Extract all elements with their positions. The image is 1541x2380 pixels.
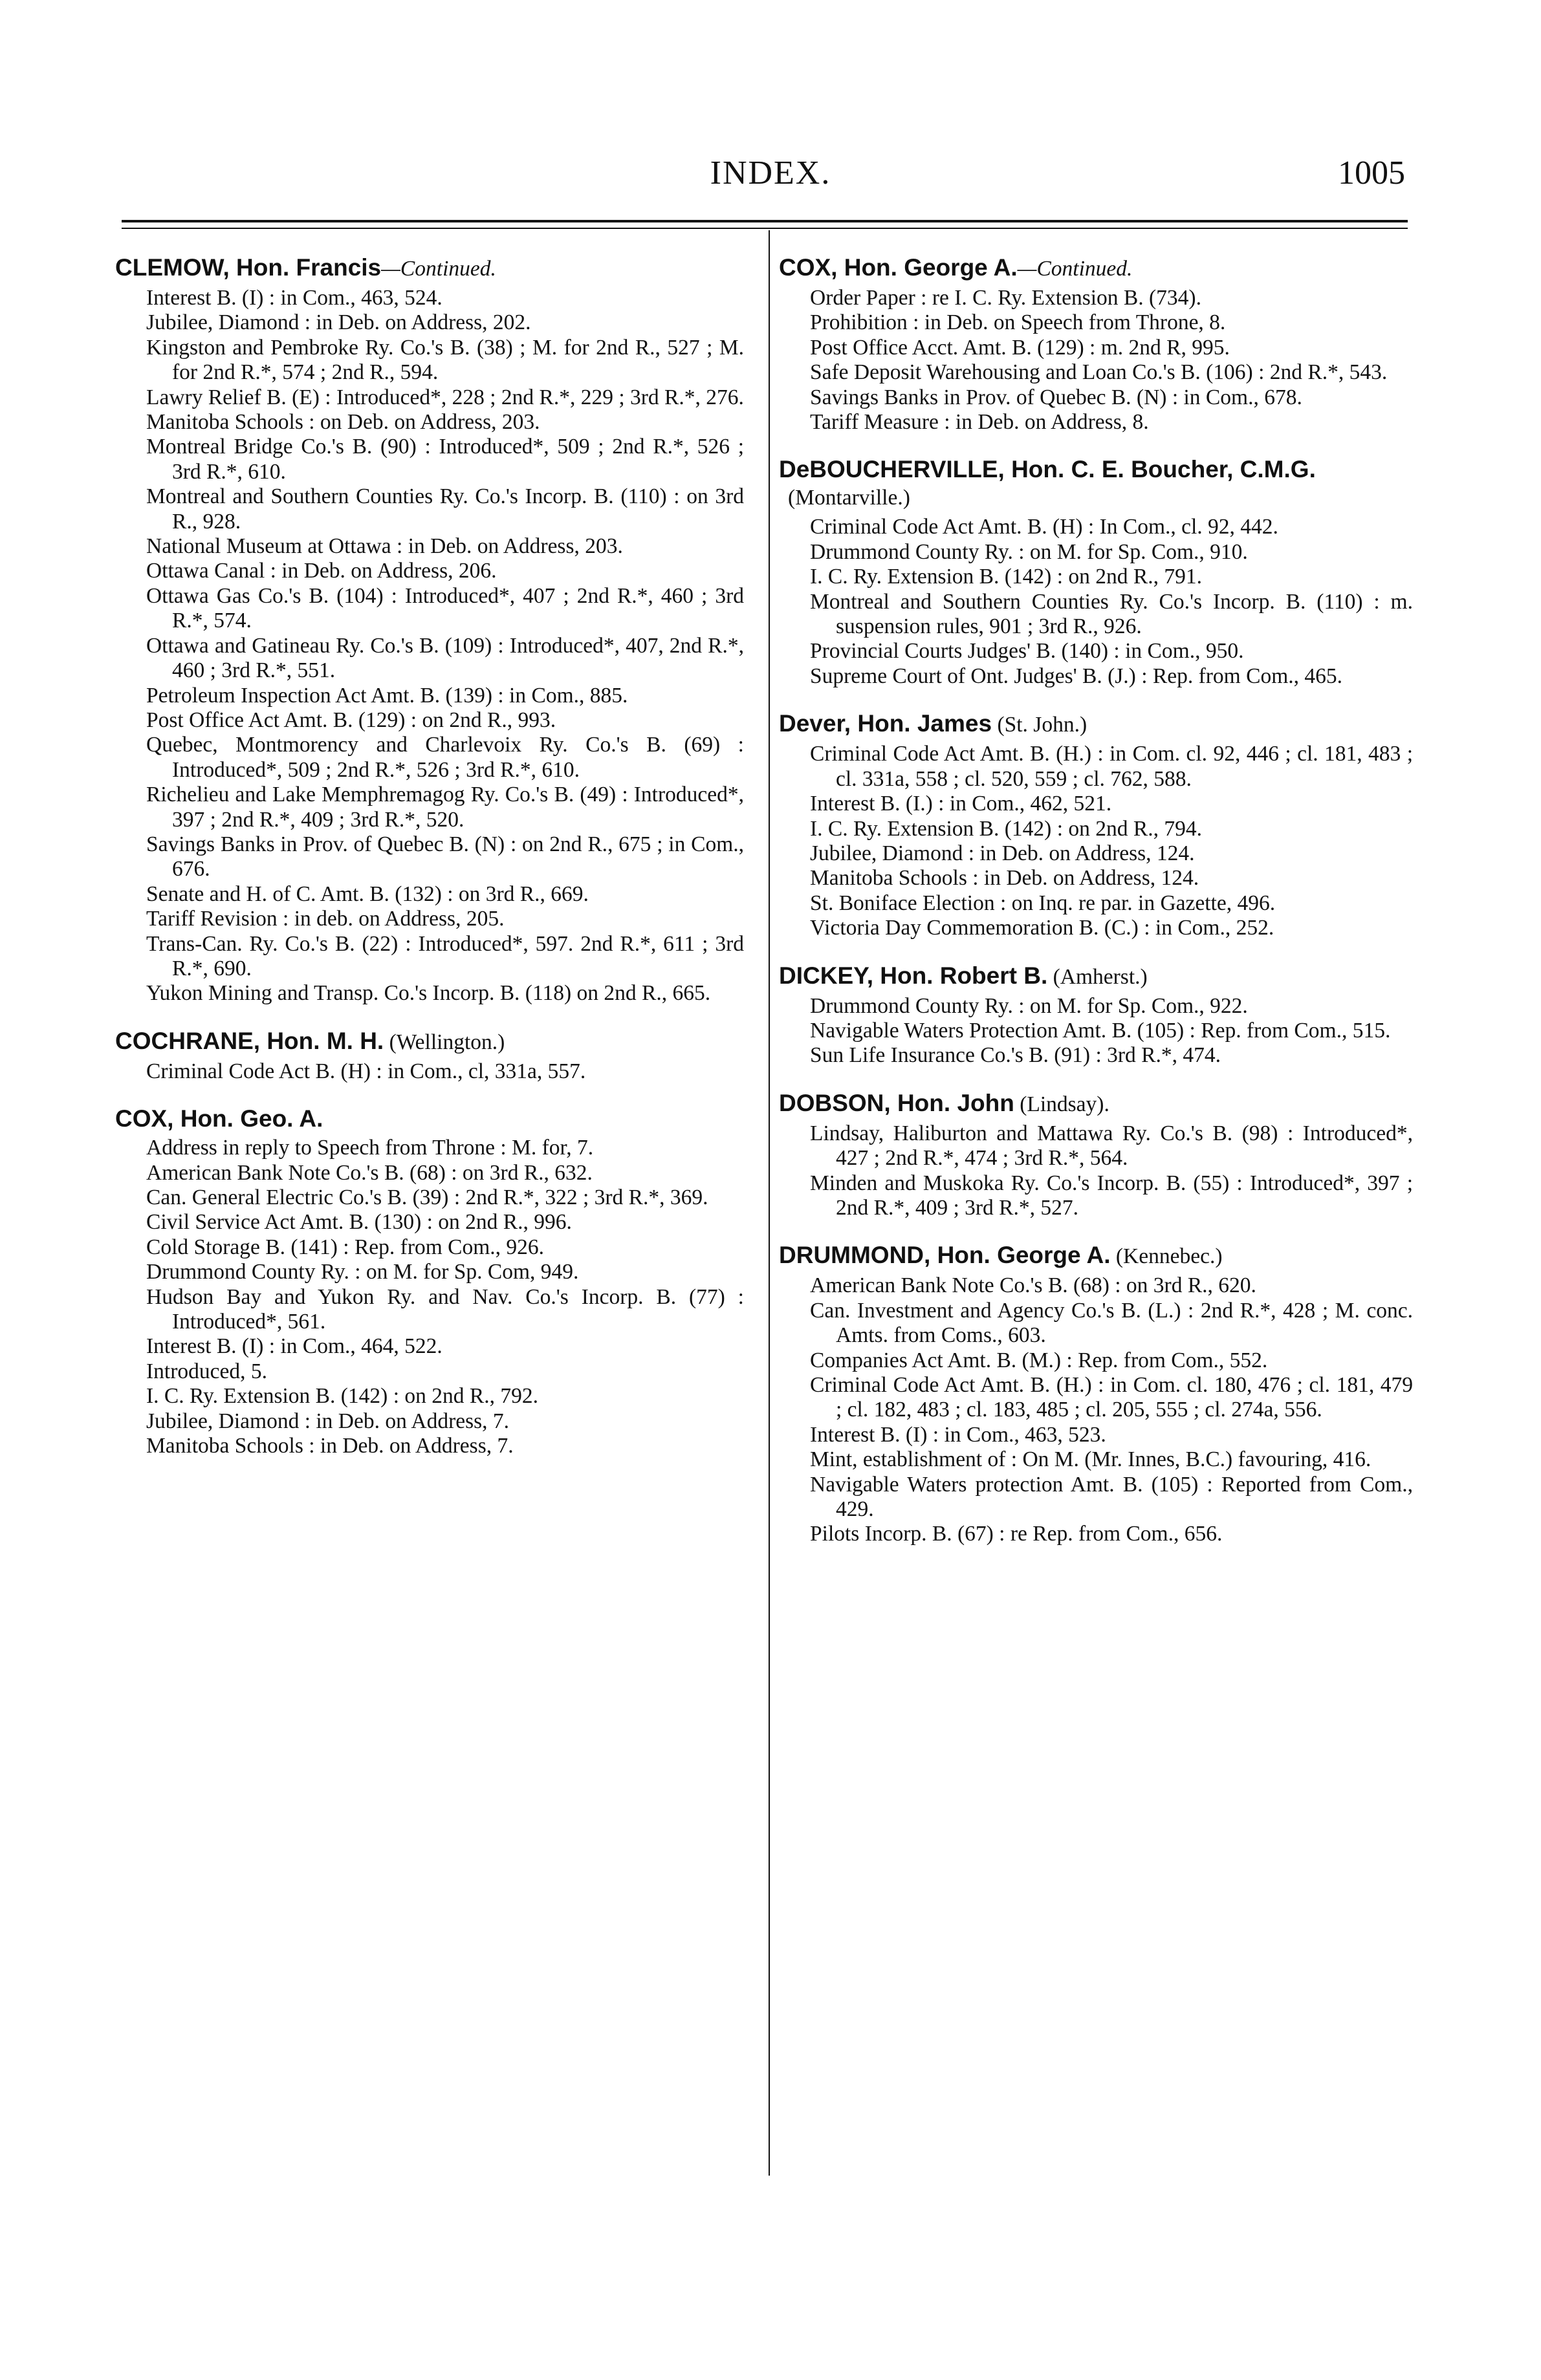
index-entry: St. Boniface Election : on Inq. re par. in Gazette, 496. (810, 891, 1276, 915)
index-entry: Companies Act Amt. B. (M.) : Rep. from Com., 552. (810, 1348, 1268, 1372)
section-heading (115, 255, 744, 282)
index-section (779, 963, 1413, 1068)
index-entry: Ottawa Gas Co.'s B. (104) : Introduced*, 407 ; 2nd R.*, 460 ; 3rd R.*, 574. (146, 583, 744, 633)
heading-note: (St. John.) (992, 713, 1087, 737)
index-entry: Montreal Bridge Co.'s B. (90) : Introduced*, 509 ; 2nd R.*, 526 ; 3rd R.*, 610. (146, 435, 744, 484)
heading-note: —Continued. (381, 257, 496, 281)
index-entry: Post Office Act Amt. B. (129) : on 2nd R., 993. (146, 708, 556, 732)
section-heading (779, 457, 1413, 511)
index-entry: Navigable Waters protection Amt. B. (105) : Reported from Com., 429. (810, 1472, 1413, 1522)
index-entry: Drummond County Ry. : on M. for Sp. Com., 910. (810, 539, 1248, 564)
index-entry: Interest B. (I) : in Com., 464, 522. (146, 1334, 443, 1359)
header-rule-thick (122, 220, 1408, 222)
index-entry: Trans-Can. Ry. Co.'s B. (22) : Introduced*, 597. 2nd R.*, 611 ; 3rd R.*, 690. (146, 931, 744, 980)
index-entry: Victoria Day Commemoration B. (C.) : in Com., 252. (810, 916, 1274, 940)
index-entry: Drummond County Ry. : on M. for Sp. Com, 949. (146, 1260, 579, 1284)
index-entry: Criminal Code Act Amt. B. (H.) : in Com. cl. 92, 446 ; cl. 181, 483 ; cl. 331a, 558 ; cl. 520, 559 ; cl. 762, 588. (810, 742, 1413, 791)
index-entry: I. C. Ry. Extension B. (142) : on 2nd R., 792. (146, 1384, 538, 1409)
index-entry: Richelieu and Lake Memphremagog Ry. Co.'s B. (49) : Introduced*, 397 ; 2nd R.*, 409 ; 3rd R.*, 520. (146, 783, 744, 832)
index-entry: Safe Deposit Warehousing and Loan Co.'s B. (106) : 2nd R.*, 543. (810, 360, 1388, 385)
index-entry: Pilots Incorp. B. (67) : re Rep. from Com., 656. (810, 1522, 1223, 1546)
index-entry: Savings Banks in Prov. of Quebec B. (N) : on 2nd R., 675 ; in Com., 676. (146, 832, 744, 882)
index-entry: Ottawa and Gatineau Ry. Co.'s B. (109) : Introduced*, 407, 2nd R.*, 460 ; 3rd R.*, 551. (146, 633, 744, 683)
index-entry: Manitoba Schools : on Deb. on Address, 203. (146, 410, 540, 435)
index-entry: Can. General Electric Co.'s B. (39) : 2nd R.*, 322 ; 3rd R.*, 369. (146, 1185, 708, 1209)
running-title: INDEX. (710, 155, 831, 191)
index-entry: Tariff Revision : in deb. on Address, 205. (146, 907, 505, 931)
index-entry: Address in reply to Speech from Throne : M. for, 7. (146, 1136, 594, 1160)
section-heading (779, 711, 1413, 738)
left-column (115, 255, 744, 1458)
section-heading (115, 1028, 744, 1055)
section-heading (779, 1090, 1413, 1118)
index-section (779, 457, 1413, 689)
index-entry: Hudson Bay and Yukon Ry. and Nav. Co.'s Incorp. B. (77) : Introduced*, 561. (146, 1284, 744, 1334)
page-number: 1005 (1338, 155, 1405, 191)
heading-note: (Amherst.) (1047, 964, 1148, 989)
index-section (115, 1028, 744, 1084)
heading-note: (Montarville.) (788, 486, 910, 510)
index-entry: Minden and Muskoka Ry. Co.'s Incorp. B. (55) : Introduced*, 397 ; 2nd R.*, 409 ; 3rd R.*, 527. (810, 1171, 1413, 1220)
index-section (779, 1242, 1413, 1546)
heading-name: DICKEY, Hon. Robert B. (779, 962, 1048, 989)
index-entry: Savings Banks in Prov. of Quebec B. (N) : in Com., 678. (810, 385, 1302, 409)
heading-name: DRUMMOND, Hon. George A. (779, 1242, 1111, 1269)
index-entry: Criminal Code Act Amt. B. (H) : In Com., cl. 92, 442. (810, 515, 1278, 539)
index-entry: Interest B. (I) : in Com., 463, 523. (810, 1422, 1106, 1447)
index-entry: Mint, establishment of : On M. (Mr. Innes, B.C.) favouring, 416. (810, 1447, 1372, 1472)
index-entry: Jubilee, Diamond : in Deb. on Address, 7. (146, 1409, 510, 1433)
index-entry: Order Paper : re I. C. Ry. Extension B. (734). (810, 286, 1201, 310)
index-entry: Prohibition : in Deb. on Speech from Throne, 8. (810, 310, 1226, 335)
index-entry: Jubilee, Diamond : in Deb. on Address, 124. (810, 841, 1195, 865)
index-entry: Drummond County Ry. : on M. for Sp. Com., 922. (810, 993, 1248, 1018)
index-entry: Interest B. (I.) : in Com., 462, 521. (810, 792, 1112, 816)
index-entry: Tariff Measure : in Deb. on Address, 8. (810, 410, 1149, 435)
index-entry: I. C. Ry. Extension B. (142) : on 2nd R., 794. (810, 816, 1202, 841)
section-heading (779, 963, 1413, 990)
index-entry: Manitoba Schools : in Deb. on Address, 7. (146, 1434, 514, 1458)
index-entry: Criminal Code Act Amt. B. (H.) : in Com. cl. 180, 476 ; cl. 181, 479 ; cl. 182, 483 ; cl. 183, 485 ; cl. 205, 555 ; cl. 274a, 556. (810, 1373, 1413, 1422)
index-entry: American Bank Note Co.'s B. (68) : on 3rd R., 620. (810, 1273, 1256, 1298)
heading-name: COCHRANE, Hon. M. H. (115, 1027, 384, 1054)
index-entry: National Museum at Ottawa : in Deb. on Address, 203. (146, 534, 623, 559)
right-column (779, 255, 1413, 1547)
index-entry: Senate and H. of C. Amt. B. (132) : on 3rd R., 669. (146, 882, 589, 906)
index-entry: Yukon Mining and Transp. Co.'s Incorp. B. (118) on 2nd R., 665. (146, 981, 711, 1006)
heading-note: (Lindsay). (1014, 1092, 1109, 1116)
index-entry: Sun Life Insurance Co.'s B. (91) : 3rd R.*, 474. (810, 1043, 1221, 1068)
index-entry: Jubilee, Diamond : in Deb. on Address, 202. (146, 310, 531, 335)
section-heading (115, 1106, 744, 1132)
index-section (779, 255, 1413, 435)
index-entry: Civil Service Act Amt. B. (130) : on 2nd R., 996. (146, 1210, 572, 1235)
index-entry: Ottawa Canal : in Deb. on Address, 206. (146, 559, 497, 583)
index-entry: Interest B. (I) : in Com., 463, 524. (146, 286, 443, 310)
column-divider (769, 230, 770, 2176)
index-entry: Manitoba Schools : in Deb. on Address, 124. (810, 866, 1199, 891)
section-heading (779, 255, 1413, 282)
index-entry: Montreal and Southern Counties Ry. Co.'s Incorp. B. (110) : on 3rd R., 928. (146, 484, 744, 534)
heading-name: Dever, Hon. James (779, 710, 992, 737)
index-entry: Petroleum Inspection Act Amt. B. (139) : in Com., 885. (146, 683, 628, 708)
index-entry: Provincial Courts Judges' B. (140) : in Com., 950. (810, 639, 1244, 664)
index-entry: Introduced, 5. (146, 1359, 267, 1383)
index-section (115, 1106, 744, 1458)
section-heading (779, 1242, 1413, 1270)
index-section (779, 1090, 1413, 1221)
index-entry: Cold Storage B. (141) : Rep. from Com., 926. (146, 1235, 545, 1259)
heading-name: DeBOUCHERVILLE, Hon. C. E. Boucher, C.M.G. (779, 456, 1316, 483)
index-entry: Navigable Waters Protection Amt. B. (105) : Rep. from Com., 515. (810, 1018, 1391, 1043)
index-section (115, 255, 744, 1006)
index-entry: I. C. Ry. Extension B. (142) : on 2nd R., 791. (810, 565, 1202, 589)
index-entry: Criminal Code Act B. (H) : in Com., cl, 331a, 557. (146, 1059, 586, 1083)
heading-note: (Wellington.) (384, 1030, 505, 1054)
index-section (779, 711, 1413, 940)
heading-note: (Kennebec.) (1110, 1244, 1223, 1269)
index-entry: Kingston and Pembroke Ry. Co.'s B. (38) ; M. for 2nd R., 527 ; M. for 2nd R.*, 574 ; 2nd R., 594. (146, 335, 744, 385)
heading-note: —Continued. (1017, 257, 1133, 281)
index-entry: Quebec, Montmorency and Charlevoix Ry. Co.'s B. (69) : Introduced*, 509 ; 2nd R.*, 526 ; 3rd R.*, 610. (146, 733, 744, 782)
heading-name: DOBSON, Hon. John (779, 1089, 1014, 1116)
index-entry: Lindsay, Haliburton and Mattawa Ry. Co.'s B. (98) : Introduced*, 427 ; 2nd R.*, 474 ; 3rd R.*, 564. (810, 1121, 1413, 1171)
index-entry: Lawry Relief B. (E) : Introduced*, 228 ; 2nd R.*, 229 ; 3rd R.*, 276. (146, 385, 744, 409)
heading-name: CLEMOW, Hon. Francis (115, 254, 382, 281)
index-entry: Post Office Acct. Amt. B. (129) : m. 2nd R, 995. (810, 335, 1230, 360)
heading-name: COX, Hon. Geo. A. (115, 1105, 323, 1132)
index-entry: Supreme Court of Ont. Judges' B. (J.) : Rep. from Com., 465. (810, 664, 1343, 688)
index-entry: Can. Investment and Agency Co.'s B. (L.) : 2nd R.*, 428 ; M. conc. Amts. from Coms., 603. (810, 1298, 1413, 1348)
heading-name: COX, Hon. George A. (779, 254, 1018, 281)
header-rule-thin (122, 228, 1408, 229)
index-entry: American Bank Note Co.'s B. (68) : on 3rd R., 632. (146, 1160, 593, 1185)
index-entry: Montreal and Southern Counties Ry. Co.'s Incorp. B. (110) : m. suspension rules, 901 ; 3rd R., 926. (810, 589, 1413, 639)
